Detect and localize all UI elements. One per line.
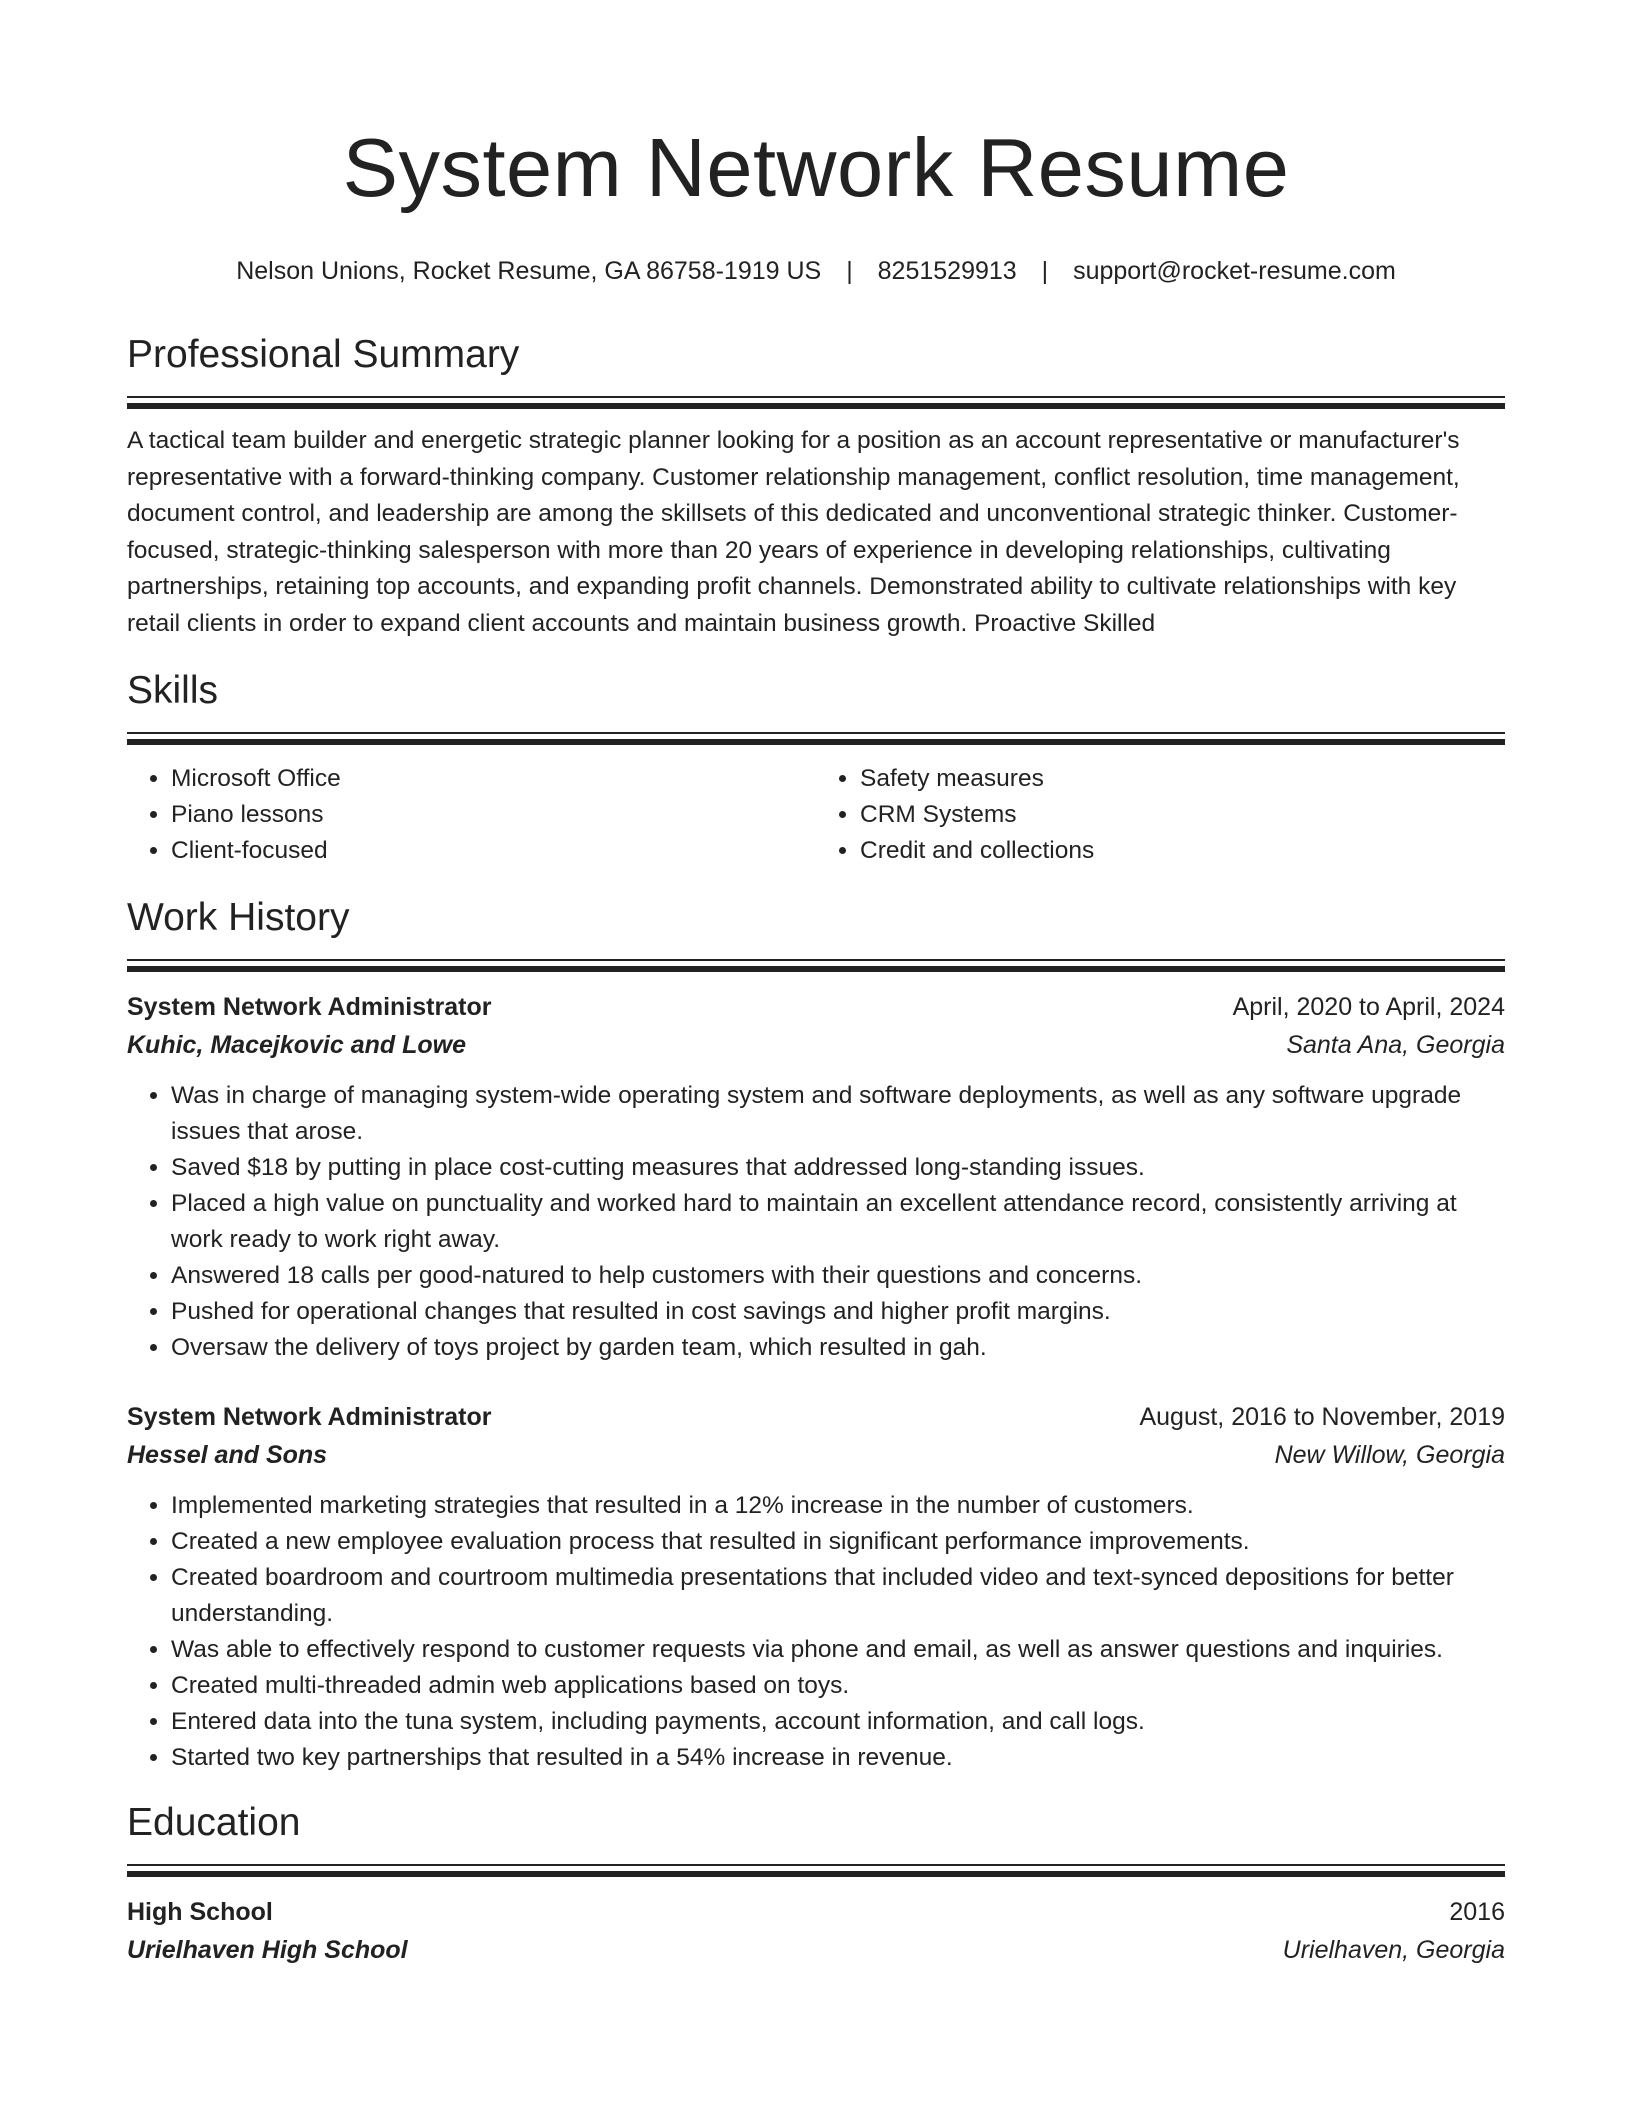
job-bullet: • Entered data into the tuna system, including payments, account information, and call logs. (171, 1704, 1505, 1740)
skills-section (127, 666, 1505, 869)
section-title-summary: Professional Summary (127, 333, 520, 376)
job-title: System Network Administrator (127, 1403, 492, 1431)
contact-email: support@rocket-resume.com (1073, 257, 1396, 285)
education-year: 2016 (1449, 1898, 1505, 1926)
section-divider (127, 732, 1505, 745)
education-location: Urielhaven, Georgia (1282, 1936, 1505, 1964)
skill-item: • Client-focused (171, 833, 816, 869)
section-divider (127, 396, 1505, 409)
contact-address: Nelson Unions, Rocket Resume, GA 86758-1919 US (236, 257, 822, 285)
contact-line (127, 254, 1505, 288)
section-title-work: Work History (127, 896, 350, 939)
job-bullet: • Created multi-threaded admin web applications based on toys. (171, 1668, 1505, 1704)
education-school: Urielhaven High School (127, 1936, 408, 1964)
job-bullet: • Implemented marketing strategies that resulted in a 12% increase in the number of customers. (171, 1488, 1505, 1524)
contact-phone: 8251529913 (877, 257, 1017, 285)
job-bullet: • Answered 18 calls per good-natured to help customers with their questions and concerns. (171, 1258, 1505, 1294)
job-entry (127, 988, 1505, 1366)
education-degree: High School (127, 1898, 273, 1926)
job-bullets (127, 1078, 1505, 1366)
job-bullet: • Was able to effectively respond to customer requests via phone and email, as well as answer questions and inquiries. (171, 1632, 1505, 1668)
job-location: Santa Ana, Georgia (1286, 1031, 1505, 1059)
job-dates: April, 2020 to April, 2024 (1232, 993, 1505, 1021)
summary-section (127, 330, 1505, 642)
job-company: Hessel and Sons (127, 1441, 328, 1469)
work-history-section (127, 893, 1505, 1776)
job-bullet: • Started two key partnerships that resulted in a 54% increase in revenue. (171, 1740, 1505, 1776)
job-dates: August, 2016 to November, 2019 (1139, 1403, 1505, 1431)
education-entry (127, 1893, 1505, 1969)
section-divider (127, 1864, 1505, 1877)
section-divider (127, 959, 1505, 972)
job-bullet: • Pushed for operational changes that resulted in cost savings and higher profit margins. (171, 1294, 1505, 1330)
section-title-skills: Skills (127, 669, 219, 712)
job-bullet: • Saved $18 by putting in place cost-cutting measures that addressed long-standing issues. (171, 1150, 1505, 1186)
contact-separator: | (1041, 257, 1049, 285)
skill-item: • Safety measures (860, 761, 1505, 797)
skill-item: • Credit and collections (860, 833, 1505, 869)
skill-item: • CRM Systems (860, 797, 1505, 833)
job-bullet: • Created a new employee evaluation process that resulted in significant performance improvements. (171, 1524, 1505, 1560)
section-title-education: Education (127, 1801, 301, 1844)
job-bullet: • Placed a high value on punctuality and worked hard to maintain an excellent attendance record, consistently arriving at work ready to work right away. (171, 1186, 1505, 1258)
skill-item: • Microsoft Office (171, 761, 816, 797)
job-bullet: • Was in charge of managing system-wide operating system and software deployments, as well as any software upgrade issues that arose. (171, 1078, 1505, 1150)
skill-item: • Piano lessons (171, 797, 816, 833)
job-company: Kuhic, Macejkovic and Lowe (127, 1031, 466, 1059)
job-bullet: • Oversaw the delivery of toys project by garden team, which resulted in gah. (171, 1330, 1505, 1366)
skills-list (127, 761, 1505, 869)
job-bullets (127, 1488, 1505, 1776)
resume-title: System Network Resume (342, 121, 1290, 214)
job-bullet: • Created boardroom and courtroom multimedia presentations that included video and text-synced depositions for better understanding. (171, 1560, 1505, 1632)
skills-column-2 (816, 761, 1505, 869)
contact-separator: | (846, 257, 853, 285)
job-location: New Willow, Georgia (1274, 1441, 1505, 1469)
skills-column-1 (127, 761, 816, 869)
education-section (127, 1798, 1505, 1969)
job-title: System Network Administrator (127, 993, 492, 1021)
job-entry (127, 1398, 1505, 1776)
summary-text: A tactical team builder and energetic strategic planner looking for a position as an account representative or manufacturer's representative with a forward-thinking company. Customer relationship management, conflict resolution, time management, document control, and leadership are among the skillsets of this dedicated and unconventional strategic thinker. Customer-focused, strategic-thinking salesperson with more than 20 years of experience in developing relationships, cultivating partnerships, retaining top accounts, and expanding profit channels. Demonstrated ability to cultivate relationships with key retail clients in order to expand client accounts and maintain business growth. Proactive Skilled (127, 427, 1460, 637)
